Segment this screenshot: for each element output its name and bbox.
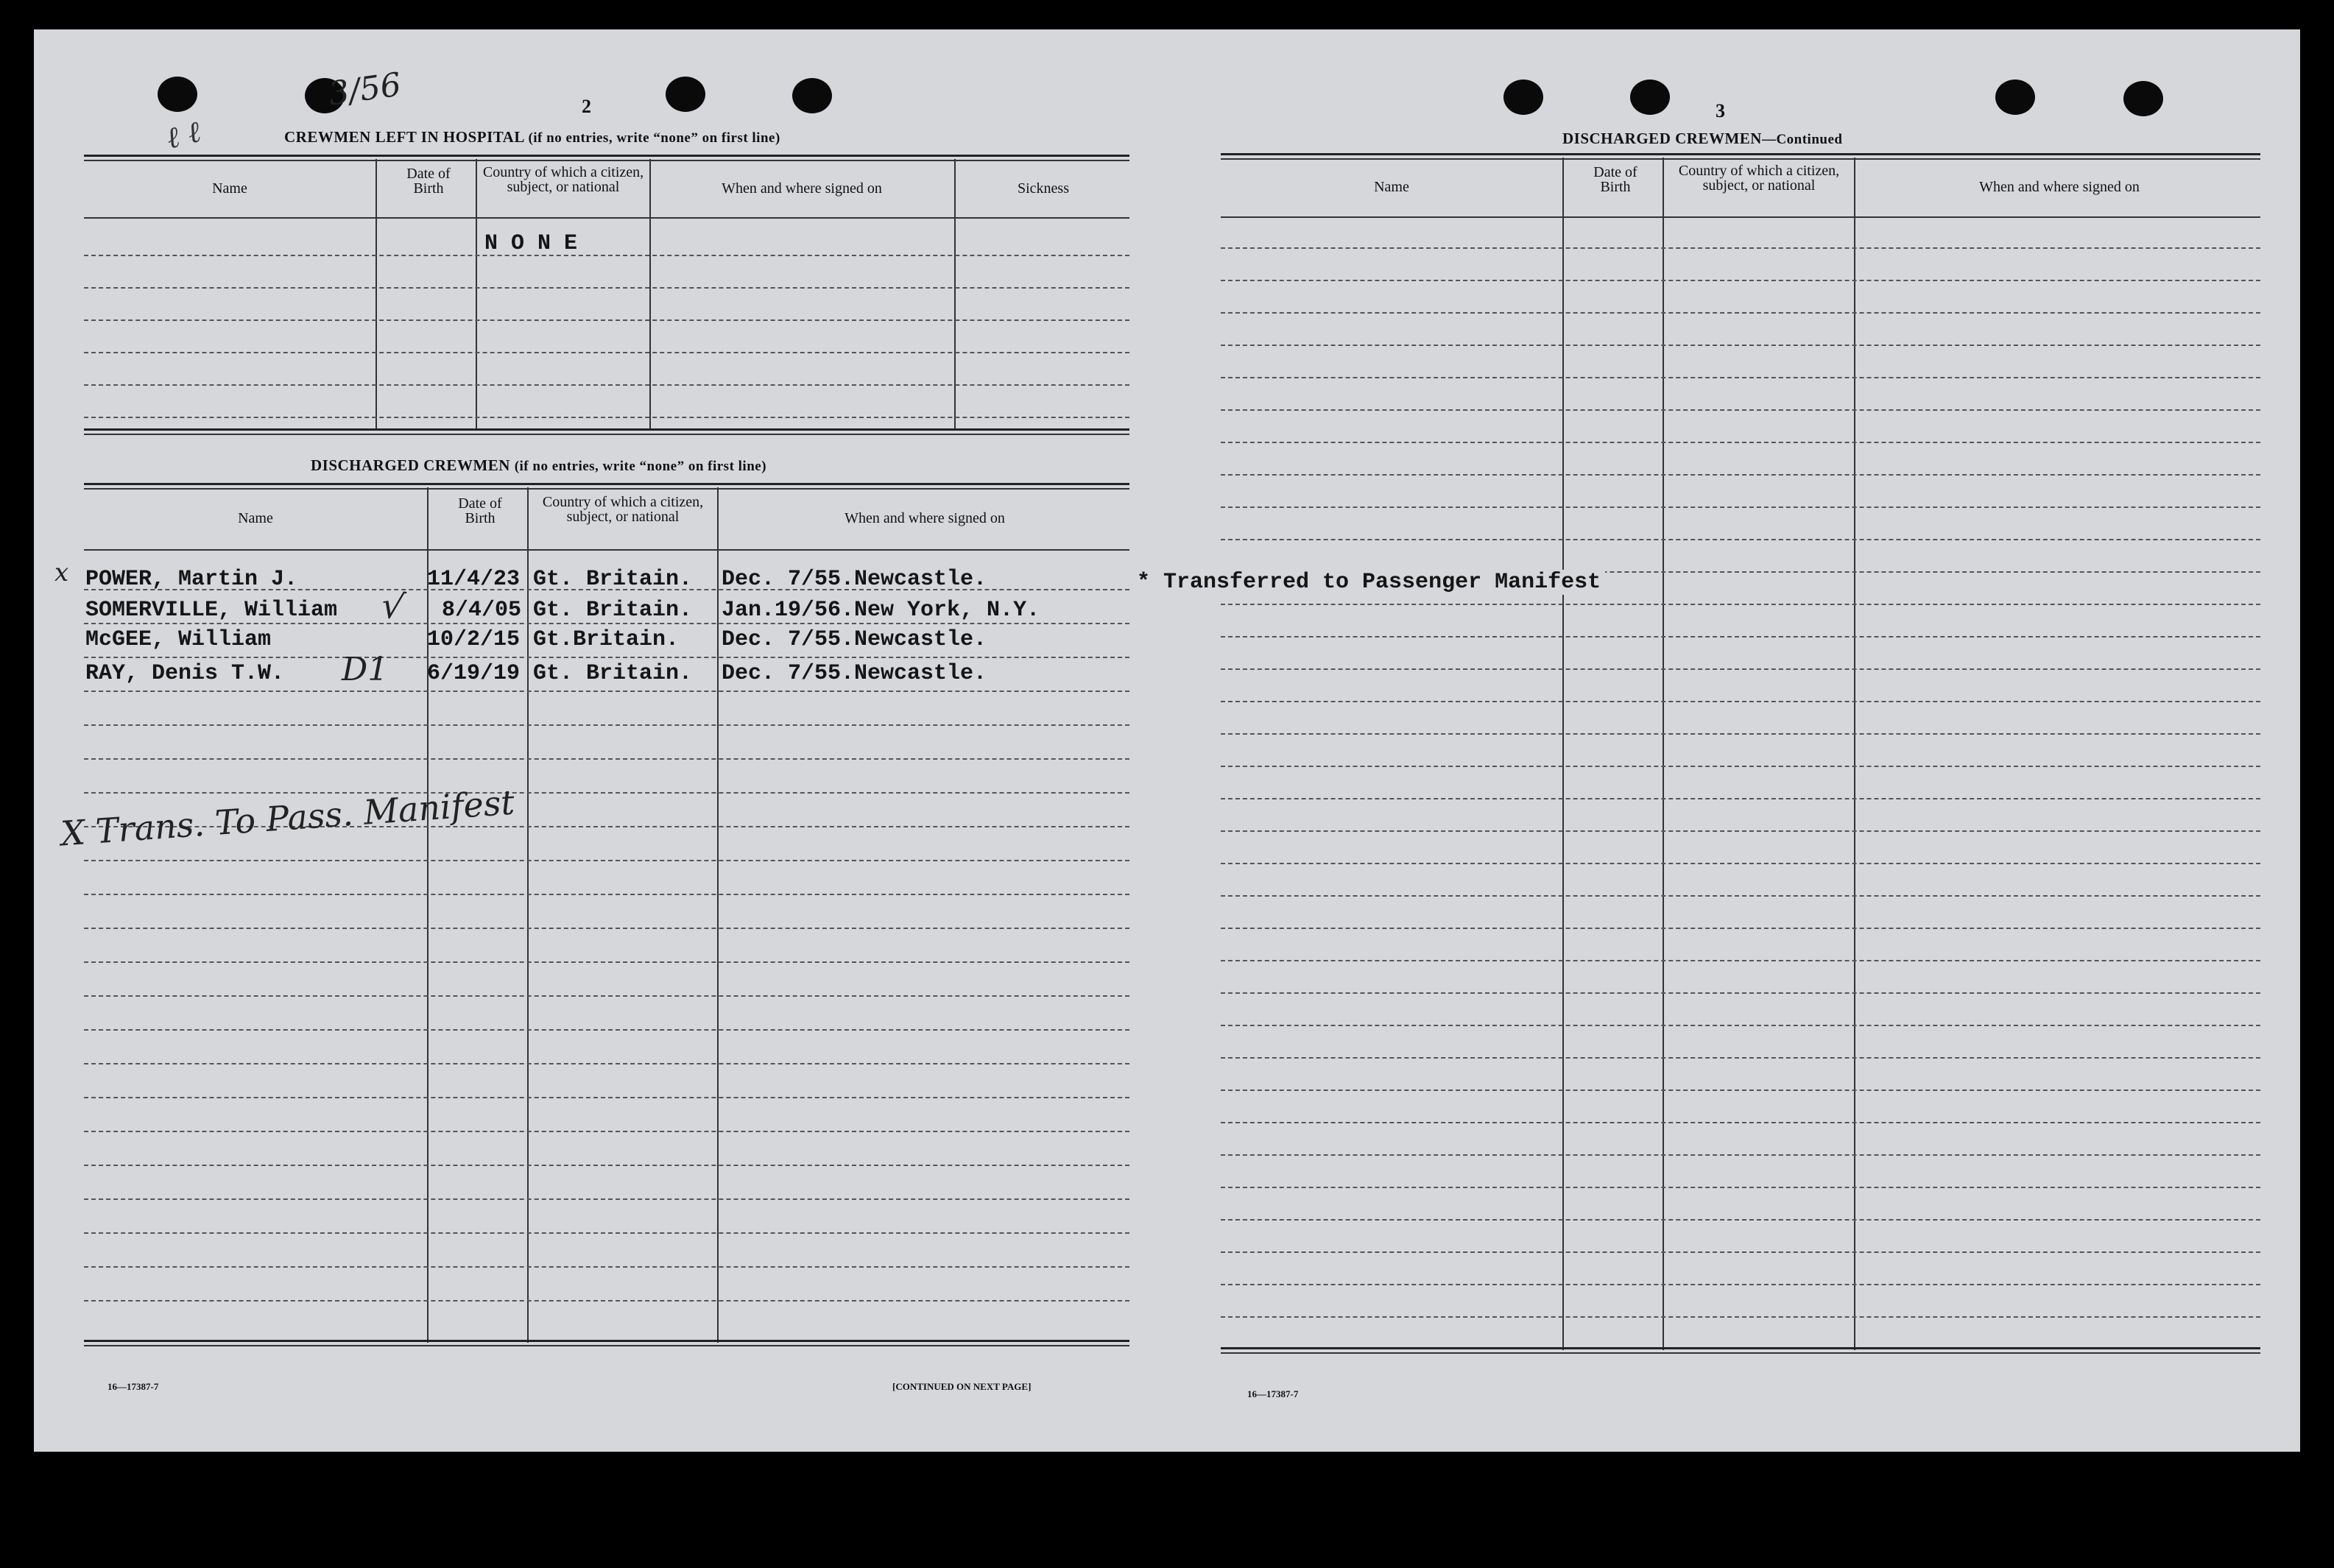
continued-title-text: DISCHARGED CREWMEN [1562,130,1762,147]
transfer-handwritten-note: X Trans. To Pass. Manifest [59,782,516,854]
punch-hole-icon [2123,81,2163,116]
crewman-dob: 10/2/15 [427,627,521,652]
column-header-sickness: Sickness [1018,180,1069,197]
punch-hole-icon [1995,80,2035,115]
punch-hole-icon [792,78,832,113]
crewman-signed-on: Jan.19/56.New York, N.Y. [722,598,1040,623]
ray-handwritten-mark: D1 [342,651,389,688]
column-header-name: Name [238,510,273,526]
manifest-sheet [34,29,2300,1452]
crewman-country: Gt. Britain. [533,567,693,592]
continued-section-title [1562,130,1842,148]
crewman-dob: 8/4/05 [442,598,522,623]
column-header-name: Name [1374,179,1409,195]
page-number: 3 [1716,100,1725,121]
continued-title-suffix: —Continued [1761,132,1843,147]
column-header-name: Name [212,180,247,197]
transfer-note: * Transferred to Passenger Manifest [1137,570,1605,595]
hospital-section-title [284,128,780,146]
punch-hole-icon [1630,80,1670,115]
crewman-signed-on: Dec. 7/55.Newcastle. [722,627,987,652]
crewman-name: POWER, Martin J. [85,567,298,592]
discharged-instruction: (if no entries, write “none” on first line) [514,459,767,474]
crewman-country: Gt. Britain. [533,661,693,686]
right-form-number: 16—17387-7 [1247,1388,1299,1399]
crewman-name: McGEE, William [85,627,272,652]
column-header-signed-on: When and where signed on [845,510,1005,526]
discharged-title-text: DISCHARGED CREWMEN [311,456,510,474]
punch-hole-icon [158,77,197,112]
crewman-country: Gt.Britain. [533,627,680,652]
somerville-check-icon: √ [378,584,408,629]
punch-hole-icon [1503,80,1543,115]
hospital-instruction: (if no entries, write “none” on first line) [528,130,780,146]
crewman-country: Gt. Britain. [533,598,693,623]
column-header-signed-on: When and where signed on [722,180,882,197]
crewman-dob: 11/4/23 [427,567,521,592]
left-form-number: 16—17387-7 [107,1381,159,1392]
column-header-country: Country of which a citizen, subject, or national [1678,163,1840,194]
crewman-signed-on: Dec. 7/55.Newcastle. [722,661,987,686]
column-header-signed-on: When and where signed on [1979,179,2140,195]
hospital-entry: N O N E [484,231,578,256]
crewman-name: RAY, Denis T.W. [85,661,285,686]
continued-note: [CONTINUED ON NEXT PAGE] [892,1381,1032,1392]
crewman-dob: 6/19/19 [427,661,521,686]
crewman-signed-on: Dec. 7/55.Newcastle. [722,567,987,592]
corner-scribble: ℓ ℓ [163,115,205,156]
column-header-dob: Date of Birth [458,495,502,526]
column-header-country: Country of which a citizen, subject, or national [482,164,644,195]
discharged-section-title [311,456,766,475]
column-header-dob: Date of Birth [406,166,451,197]
column-header-country: Country of which a citizen, subject, or national [542,494,704,525]
power-handwritten-mark: x [54,558,69,587]
punch-hole-icon [666,77,705,112]
hospital-title-text: CREWMEN LEFT IN HOSPITAL [284,128,524,146]
corner-handwritten-note: 3/56 [325,66,403,113]
page-number: 2 [582,96,591,117]
crewman-name: SOMERVILLE, William [85,598,338,623]
column-header-dob: Date of Birth [1593,164,1637,195]
